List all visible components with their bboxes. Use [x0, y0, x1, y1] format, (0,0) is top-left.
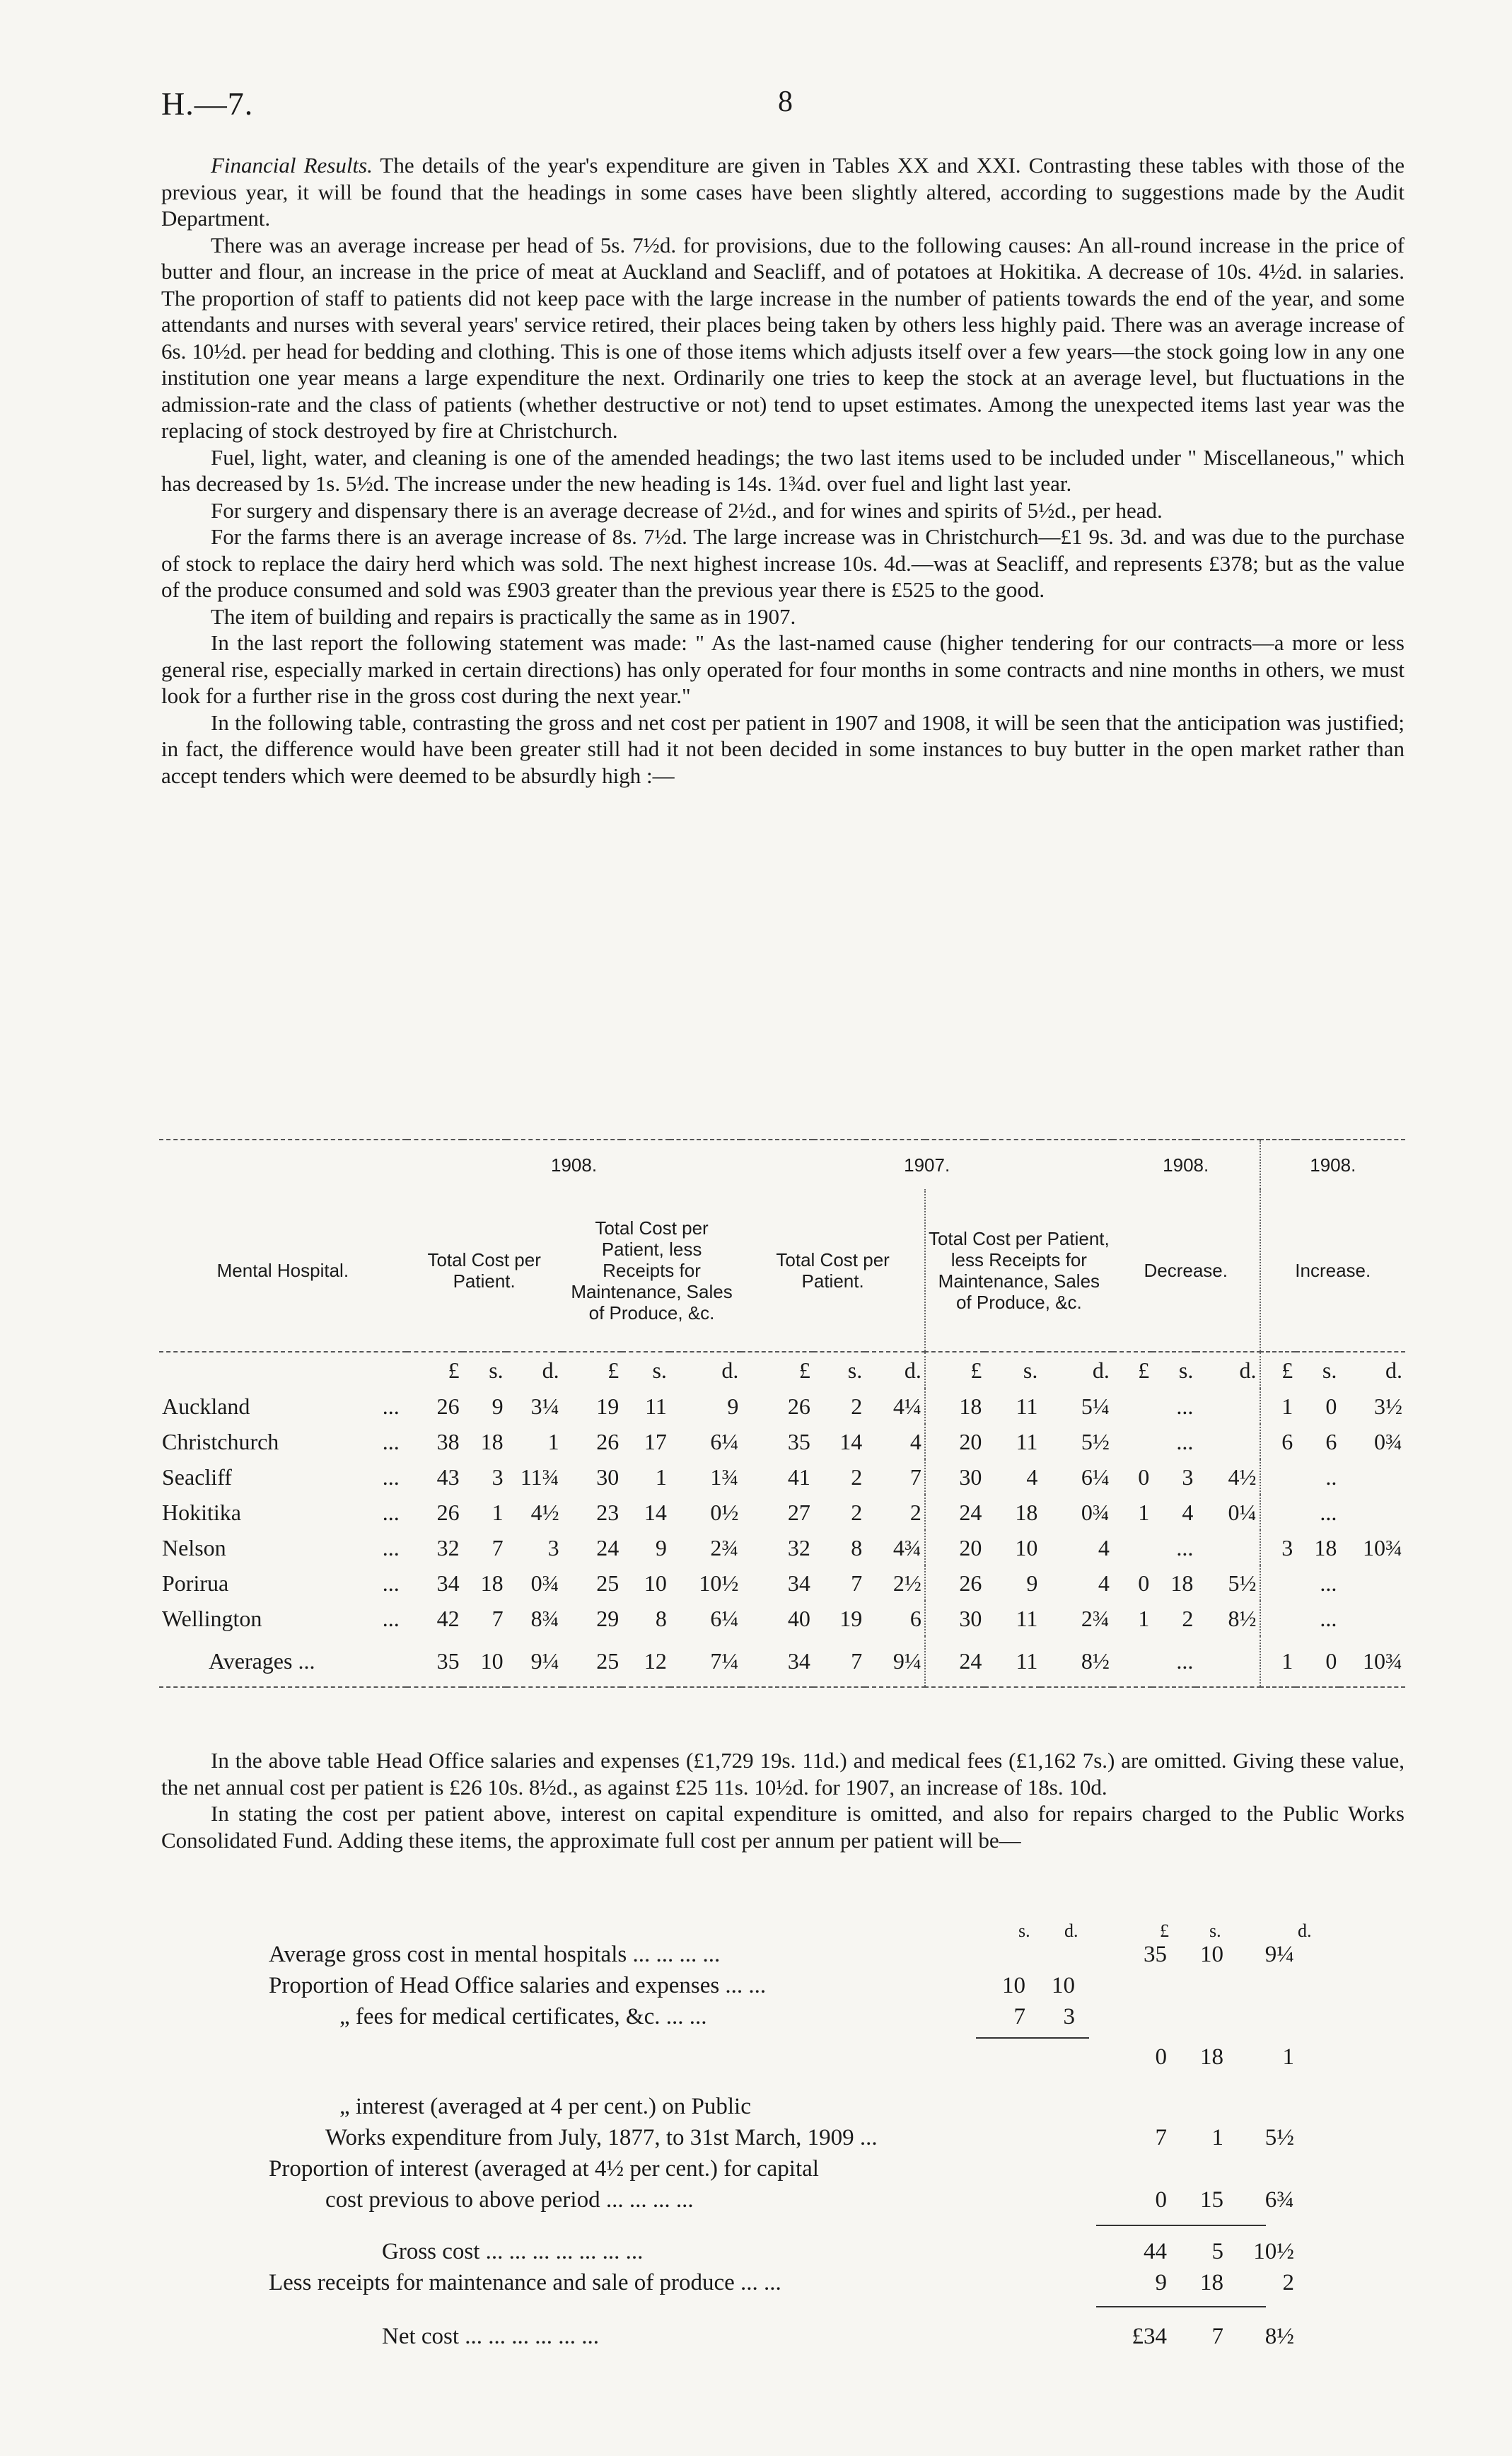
cell-inc: 18: [1314, 1534, 1337, 1560]
cost-per-patient-table: [159, 1139, 1405, 1688]
section-heading: Financial Results.: [211, 153, 373, 178]
calc-line: Net cost ... ... ... ... ... ... £34 7 8½: [382, 2324, 1294, 2349]
cell-n08: 24: [596, 1534, 620, 1560]
cell-n07: 10: [1015, 1534, 1038, 1560]
calc-line: „ interest (averaged at 4 per cent.) on Public: [339, 2094, 751, 2119]
cell-g07: 4¼: [892, 1393, 921, 1419]
table-row: Wellington ... 42 7 8¾ 29 8 6¼ 40 19 6 30 11 2¾ 1 2 8½ ...: [159, 1601, 1405, 1636]
cell-g07: 14: [839, 1428, 863, 1454]
cell-g07: 27: [787, 1499, 810, 1525]
cell-inc: [1260, 1601, 1296, 1636]
cell-g07: 2: [851, 1499, 863, 1525]
cell-g08: 3¼: [530, 1393, 559, 1419]
cell-n07: 30: [925, 1459, 985, 1495]
hospital-name: Christchurch: [162, 1428, 279, 1454]
calc-line: Less receipts for maintenance and sale of produce ... ... 9 18 2: [269, 2270, 1294, 2295]
cell-g08: 42: [436, 1605, 460, 1631]
cell-dec: 18: [1170, 1570, 1194, 1596]
cell-n07: 30: [925, 1601, 985, 1636]
column-header: Increase.: [1260, 1189, 1405, 1352]
hospital-rows: [159, 1389, 1405, 1636]
cell-n08: 1¾: [710, 1464, 739, 1490]
cell-g08: 7: [492, 1534, 504, 1560]
cell-g07: 2: [851, 1464, 863, 1490]
cell-g08: 11¾: [520, 1464, 559, 1490]
cell-n08: 30: [596, 1464, 620, 1490]
cell-n07: 0¾: [1081, 1499, 1110, 1525]
cell-g08: 26: [436, 1499, 460, 1525]
paragraph: Fuel, light, water, and cleaning is one of the amended headings; the two last items used to be included under " Miscellaneous," which has decreased by 1s. 5½d. The increase under the new heading is 14s. 1¾d. over fuel and light last year.: [161, 444, 1405, 496]
cell-inc: [1260, 1459, 1296, 1495]
cell-n07: 5¼: [1081, 1393, 1110, 1419]
cell-n08: 25: [596, 1570, 620, 1596]
cell-n07: 9: [1026, 1570, 1038, 1596]
cell-inc: [1339, 1601, 1405, 1636]
hospital-name: Porirua: [162, 1570, 229, 1596]
cell-n07: 4: [1098, 1534, 1110, 1560]
cell-inc: [1260, 1495, 1296, 1530]
cell-dec: 0: [1138, 1570, 1150, 1596]
cell-dec: 3: [1182, 1464, 1194, 1490]
cell-n07: 11: [1016, 1393, 1038, 1419]
paragraph: In the following table, contrasting the gross and net cost per patient in 1907 and 1908, it will be seen that the anticipation was justified; in fact, the difference would have been greater still had it not been decided in some instances to buy butter in the open market rather than accept tenders which were deemed to be absurdly high :—: [161, 709, 1405, 788]
hospital-name: Wellington: [162, 1605, 262, 1631]
cell-g08: 26: [436, 1393, 460, 1419]
cell-g08: 3: [492, 1464, 504, 1490]
cell-inc: 3½: [1374, 1393, 1402, 1419]
units-row: £ s. d. £ s. d. £ s. d. £ s. d. £ s. d. £ s. d.: [159, 1352, 1405, 1389]
paragraph: There was an average increase per head of 5s. 7½d. for provisions, due to the following causes: An all-round increase in the price of butter and flour, an increase in the price of meat at Auckland and Seacliff, and of potatoes at Hokitika. A decrease of 10s. 4½d. in salaries. The proportion of staff to patients did not keep pace with the large increase in the number of patients towards the end of the year, and some attendants and nurses with several years' service retired, their places being taken by others less highly paid. There was an average increase of 6s. 10½d. per head for bedding and clothing. This is one of those items which adjusts itself over a few years—the stock going low in any one institution one year means a large expenditure the next. Ordinarily one tries to keep the stock at an average level, but fluctuations in the admission-rate and the class of patients (whether destructive or not) tend to upset estimates. Among the unexpected items last year was the replacing of stock destroyed by fire at Christchurch.: [161, 232, 1405, 443]
cell-g07: 41: [787, 1464, 810, 1490]
column-header: Mental Hospital.: [216, 1259, 349, 1281]
cell-n07: 6¼: [1081, 1464, 1110, 1490]
table-row: Nelson ... 32 7 3 24 9 2¾ 32 8 4¾ 20 10 4 ... 3 18 10¾: [159, 1530, 1405, 1565]
cell-g08: 9: [492, 1393, 504, 1419]
cell-inc: ..: [1325, 1464, 1337, 1490]
cell-inc: 0¾: [1374, 1428, 1402, 1454]
cell-g08: 8¾: [530, 1605, 559, 1631]
column-header: Total Cost per Patient.: [776, 1249, 890, 1292]
table-row: Hokitika ... 26 1 4½ 23 14 0½ 27 2 2 24 18 0¾ 1 4 0¼ ...: [159, 1495, 1405, 1530]
cell-g08: 32: [436, 1534, 460, 1560]
cell-g08: 4½: [530, 1499, 559, 1525]
cell-g07: 32: [787, 1534, 810, 1560]
calc-line: Gross cost ... ... ... ... ... ... ... 44 5 10½: [382, 2239, 1294, 2264]
cell-inc: 3: [1260, 1530, 1296, 1565]
cell-dec: ...: [1176, 1393, 1194, 1419]
cell-dec: ...: [1176, 1534, 1194, 1560]
cell-dec: 5½: [1228, 1570, 1257, 1596]
hospital-name: Hokitika: [162, 1499, 241, 1525]
page-number: 8: [778, 86, 793, 118]
cell-g07: 26: [787, 1393, 810, 1419]
cell-g08: 18: [480, 1428, 504, 1454]
paragraph: In the above table Head Office salaries and expenses (£1,729 19s. 11d.) and medical fees (£1,162 7s.) are omitted. Giving these value, the net annual cost per patient is £26 10s. 8½d., as against £25 11s. 10½d. for 1907, an increase of 18s. 10d.: [161, 1748, 1405, 1800]
cell-g07: 40: [787, 1605, 810, 1631]
cell-inc: 6: [1325, 1428, 1337, 1454]
year-heading: 1908.: [1163, 1154, 1209, 1176]
cell-dec: 2: [1182, 1605, 1194, 1631]
cell-g08: 38: [436, 1428, 460, 1454]
cell-inc: ...: [1320, 1605, 1337, 1631]
cell-n07: 20: [925, 1530, 985, 1565]
column-header: Total Cost per Patient, less Receipts for Maintenance, Sales of Produce, &c.: [571, 1217, 733, 1323]
column-header: Decrease.: [1144, 1259, 1228, 1281]
subtotal-rule: [976, 2037, 1089, 2039]
financial-results-section: [161, 152, 1405, 789]
cell-n07: 18: [925, 1389, 985, 1424]
paragraph: The item of building and repairs is practically the same as in 1907.: [211, 603, 796, 629]
cell-g07: 34: [787, 1570, 810, 1596]
cell-dec: [1112, 1424, 1152, 1459]
cell-n08: 8: [655, 1605, 667, 1631]
cell-g08: 3: [547, 1534, 559, 1560]
table-row: Seacliff ... 43 3 11¾ 30 1 1¾ 41 2 7 30 4 6¼ 0 3 4½ ..: [159, 1459, 1405, 1495]
cell-n08: 10: [644, 1570, 667, 1596]
cell-n07: 11: [1016, 1428, 1038, 1454]
cell-n08: 1: [655, 1464, 667, 1490]
cell-dec: 1: [1138, 1499, 1150, 1525]
year-heading: 1908.: [1260, 1140, 1405, 1189]
cell-n08: 6¼: [710, 1428, 739, 1454]
cell-dec: [1112, 1530, 1152, 1565]
hospital-name: Seacliff: [162, 1464, 232, 1490]
cell-n08: 29: [596, 1605, 620, 1631]
cell-inc: 6: [1260, 1424, 1296, 1459]
calc-line: Proportion of Head Office salaries and expenses ... ... 10 10: [269, 1973, 1075, 1998]
cell-dec: [1196, 1424, 1260, 1459]
paragraph: For surgery and dispensary there is an average decrease of 2½d., and for wines and spirits of 5½d., per head.: [211, 497, 1163, 523]
cell-g07: 2: [909, 1499, 921, 1525]
report-reference: H.—7.: [161, 86, 254, 122]
cell-dec: 0: [1138, 1464, 1150, 1490]
cell-g07: 6: [909, 1605, 921, 1631]
cell-n07: 5½: [1081, 1428, 1110, 1454]
cell-n08: 2¾: [710, 1534, 739, 1560]
subtotal-rule: [1096, 2225, 1266, 2226]
paragraph: In stating the cost per patient above, interest on capital expenditure is omitted, and also for repairs charged to the Public Works Consolidated Fund. Adding these items, the approximate full cost per annum per patient will be—: [161, 1801, 1405, 1853]
cell-n08: 6¼: [710, 1605, 739, 1631]
hospital-name: Auckland: [162, 1393, 250, 1419]
calc-line: „ fees for medical certificates, &c. ... ... 7 3: [339, 2004, 1075, 2029]
cell-n08: 0½: [710, 1499, 739, 1525]
calc-line: Proportion of interest (averaged at 4½ per cent.) for capital: [269, 2156, 819, 2182]
cell-inc: [1339, 1495, 1405, 1530]
year-heading: 1908.: [551, 1154, 598, 1176]
column-header: Total Cost per Patient.: [427, 1249, 541, 1292]
cell-g08: 18: [480, 1570, 504, 1596]
cell-g07: 4¾: [892, 1534, 921, 1560]
paragraph: Financial Results. The details of the year's expenditure are given in Tables XX and XXI. Contrasting these tables with those of the previous year, it will be found that the headings in some cases have been slightly altered, according to suggestions made by the Audit Department.: [161, 153, 1405, 231]
cell-dec: [1196, 1389, 1260, 1424]
cell-g07: 8: [851, 1534, 863, 1560]
calc-line: Works expenditure from July, 1877, to 31st March, 1909 ... 7 1 5½: [325, 2125, 1294, 2150]
cell-g07: 4: [909, 1428, 921, 1454]
calc-line: cost previous to above period ... ... ... ... 0 15 6¾: [325, 2187, 1294, 2213]
cell-n08: 17: [644, 1428, 667, 1454]
cell-inc: ...: [1320, 1499, 1337, 1525]
calc-line: 0 18 1: [1155, 2044, 1294, 2070]
cell-g08: 1: [492, 1499, 504, 1525]
cell-inc: [1339, 1565, 1405, 1601]
cell-g07: 2½: [892, 1570, 921, 1596]
cell-n07: 4: [1098, 1570, 1110, 1596]
paragraph: For the farms there is an average increase of 8s. 7½d. The large increase was in Christchurch—£1 9s. 3d. and was due to the purchase of stock to replace the dairy herd which was sold. The next highest increase 10s. 4d.—was at Seacliff, and represents £378; but as the value of the produce consumed and sold was £903 greater than the previous year there is £525 to the good.: [161, 524, 1405, 602]
cell-inc: [1339, 1459, 1405, 1495]
cell-g08: 34: [436, 1570, 460, 1596]
cell-inc: 10¾: [1363, 1534, 1402, 1560]
cell-g07: 2: [851, 1393, 863, 1419]
cell-inc: 1: [1260, 1389, 1296, 1424]
calc-line: Average gross cost in mental hospitals ... ... ... ... 35 10 9¼: [269, 1942, 1294, 1967]
cell-dec: 4: [1182, 1499, 1194, 1525]
table-row: Porirua ... 34 18 0¾ 25 10 10½ 34 7 2½ 26 9 4 0 18 5½ ...: [159, 1565, 1405, 1601]
cell-n07: 4: [1026, 1464, 1038, 1490]
cell-inc: [1260, 1565, 1296, 1601]
year-heading: 1907.: [904, 1154, 950, 1176]
cell-n07: 2¾: [1081, 1605, 1110, 1631]
cell-n08: 26: [596, 1428, 620, 1454]
cell-n08: 14: [644, 1499, 667, 1525]
cell-inc: 0: [1325, 1393, 1337, 1419]
cell-n08: 11: [645, 1393, 667, 1419]
cell-n07: 20: [925, 1424, 985, 1459]
cell-n08: 23: [596, 1499, 620, 1525]
cell-n08: 19: [596, 1393, 620, 1419]
cell-dec: [1196, 1530, 1260, 1565]
table-notes: [161, 1747, 1405, 1853]
cell-dec: [1112, 1389, 1152, 1424]
cell-g07: 7: [851, 1570, 863, 1596]
hospital-name: Nelson: [162, 1534, 226, 1560]
cell-g08: 1: [547, 1428, 559, 1454]
cell-dec: 4½: [1228, 1464, 1257, 1490]
cell-dec: 1: [1138, 1605, 1150, 1631]
cell-g07: 19: [839, 1605, 863, 1631]
cell-dec: 0¼: [1228, 1499, 1257, 1525]
cell-n08: 9: [655, 1534, 667, 1560]
column-header: Total Cost per Patient, less Receipts for Maintenance, Sales of Produce, &c.: [925, 1189, 1112, 1352]
cell-inc: ...: [1320, 1570, 1337, 1596]
cell-g07: 7: [909, 1464, 921, 1490]
cell-g08: 0¾: [530, 1570, 559, 1596]
cell-n07: 11: [1016, 1605, 1038, 1631]
averages-row: Averages ... 35 10 9¼ 25 12 7¼ 34 7 9¼ 24 11 8½ ... 1 0 10¾: [159, 1636, 1405, 1687]
table-row: Christchurch ... 38 18 1 26 17 6¼ 35 14 4 20 11 5½ ... 6 6 0¾: [159, 1424, 1405, 1459]
cell-n08: 9: [727, 1393, 739, 1419]
paragraph: In the last report the following statement was made: " As the last-named cause (higher tendering for our contracts—a more or less general rise, especially marked in certain directions) has only operated for four months in some contracts and nine months in others, we must look for a further rise in the gross cost during the next year.": [161, 630, 1405, 708]
cell-g07: 35: [787, 1428, 810, 1454]
cell-g08: 43: [436, 1464, 460, 1490]
document-page: H.—7. 8 Financial Results. The details of the year's expenditure are given in Tables XX and XXI. Contrasting these tables with those of the previous year, it will be found that the headings in some cases have been slightly altered, according to suggestions made by the Audit Department. There was an average increase per head of 5s. 7½d. for provisions, due to the following causes: An all-round increase in the price of butter and flour, an increase in the price of meat at Auckland and Seacliff, and of potatoes at Hokitika. A decrease of 10s. 4½d. in salaries. The proportion of staff to patients did not keep pace with the large increase in the number of patients towards the end of the year, and some attendants and nurses with several years' service retired, their places being taken by others less highly paid. There was an average increase of 6s. 10½d. per head for bedding and clothing. This is one of those items which adjusts itself over a few years—the stock going low in any one institution one year means a large expenditure the next. Ordinarily one tries to keep the stock at an average level, but fluctuations in the admission-rate and the class of patients (whether destructive or not) tend to upset estimates. Among the unexpected items last year was the replacing of stock destroyed by fire at Christchurch. Fuel, light, water, and cleaning is one of the amended headings; the two last items used to be included under " Miscellaneous," which has decreased by 1s. 5½d. The increase under the new heading is 14s. 1¾d. over fuel and light last year. For surgery and dispensary there is an average decrease of 2½d., and for wines and spirits of 5½d., per head. For the farms there is an average increase of 8s. 7½d. The large increase was in Christchurch—£1 9s. 3d. and was due to the purchase of stock to replace the dairy herd which was sold. The next highest increase 10s. 4d.—was at Seacliff, and represents £378; but as the value of the produce consumed and sold was £903 greater than the previous year there is £525 to the good. The item of building and repairs is practically the same as in 1907. In the last report the following statement was made: " As the last-named cause (higher tendering for our contracts—a more or less general rise, especially marked in certain directions) has only operated for four months in some contracts and nine months in others, we must look for a further rise in the gross cost during the next year." In the following table, contrasting the gross and net cost per patient in 1907 and 1908, it will be seen that the anticipation was justified; in fact, the difference would have been greater still had it not been decided in some instances to buy butter in the open market rather than accept tenders which were deemed to be absurdly high :— 1908. 1907. 1908. 1908. Mental Hospital. Total Cost per Patient. Total Cost per Patient, less Receipts for Maintenance, Sales of Produce, &c. Total Cost per Patient. Total Cost per Patient, less Receipts for Maintenance, Sales of Produce, &c. Decrease. Increase. £ s. d. £ s. d. £ s. d. £ s. d. £ s. d. £ s. d. Auckland ... 26 9 3¼ 19 11 9 26 2 4¼ 18 11 5¼ ... 1 0 3½ Christchurch ... 38 18 1 26 17 6¼ 35 14 4 20 11 5½ ... 6 6 0¾ Seacliff ... 43 3 11¾ 30 1 1¾ 41 2 7 30 4 6¼ 0 3 4½ .. Hokitika ... 26 1 4½ 23 14 0½ 27 2 2 24 18 0¾ 1 4 0¼ ... Nelson ... 32 7 3 24 9 2¾ 32 8 4¾ 20 10 4 ... 3 18 10¾ Porirua ... 34 18 0¾ 25 10 10½ 34 7 2½ 26 9 4 0 18 5½ ... Wellington ... 42 7 8¾ 29 8 6¼ 40 19 6 30 11 2¾ 1 2 8½ ... Averages ... 35 10 9¼ 25 12 7¼ 34 7 9¼ 24 11 8½ ... 1 0 10¾ In the above table Head Office salaries and expenses (£1,729 19s. 11d.) and medical fees (£1,162 7s.) are omitted. Giving these value, the net annual cost per patient is £26 10s. 8½d., as against £25 11s. 10½d. for 1907, an increase of 18s. 10d. In stating the cost per patient above, interest on capital expenditure is omitted, and also for repairs charged to the Public Works Consolidated Fund. Adding these items, the approximate full cost per annum per patient will be— s. d. £ s. d. Average gross cost in mental hospitals ... ... ... ... 35 10 9¼ Proportion of Head Office salaries and expenses ... ... 10 10 „ fees for medical certificates, &c. ... ... 7 3 0 18 1 „ interest (averaged at 4 per cent.) on Public Works expenditure from July, 1877, to 31st March, 1909 ... 7 1 5½ Proportion of interest (averaged at 4½ per cent.) for capital cost previous to above period ... ... ... ... 0 15 6¾ Gross cost ... ... ... ... ... ... ... 44 5 10½ Less receipts for maintenance and sale of produce ... ... 9 18 2 Net cost ... ... ... ... ... ... £34 7 8½: [0, 0, 1512, 2456]
cell-n07: 26: [925, 1565, 985, 1601]
cell-dec: ...: [1176, 1428, 1194, 1454]
cell-n07: 24: [925, 1495, 985, 1530]
cell-dec: 8½: [1228, 1605, 1257, 1631]
cell-n08: 10½: [699, 1570, 739, 1596]
cell-n07: 18: [1015, 1499, 1038, 1525]
table-row: Auckland ... 26 9 3¼ 19 11 9 26 2 4¼ 18 11 5¼ ... 1 0 3½: [159, 1389, 1405, 1424]
total-rule: [1096, 2306, 1266, 2307]
cell-g08: 7: [492, 1605, 504, 1631]
